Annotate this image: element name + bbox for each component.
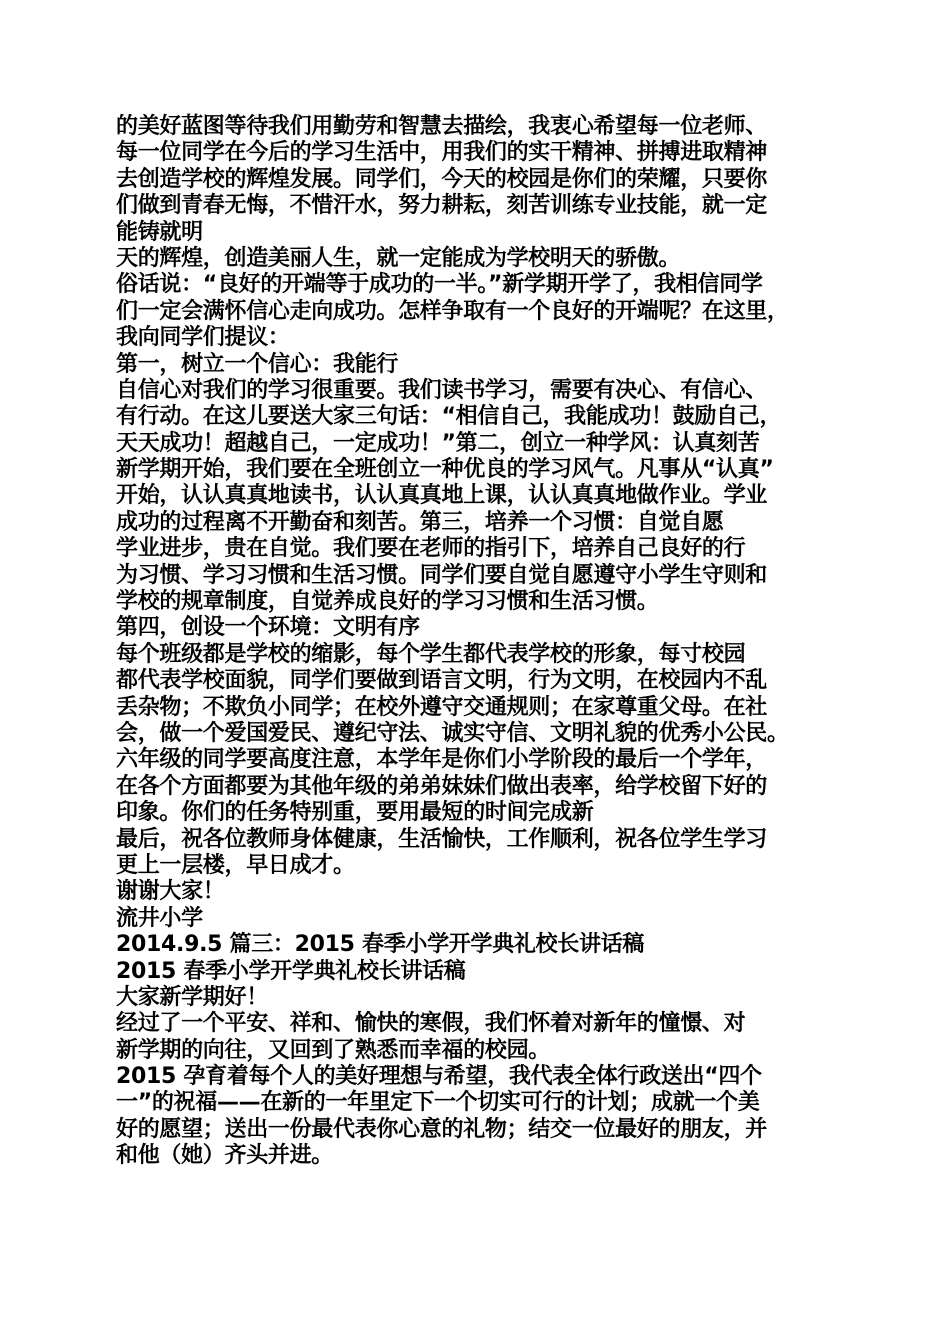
text-line: 都代表学校面貌，同学们要做到语言文明，行为文明，在校园内不乱 bbox=[116, 668, 768, 694]
text-line: 更上一层楼，早日成才。 bbox=[116, 852, 355, 878]
text-line: 我向同学们提议： bbox=[116, 325, 290, 351]
text-line: 新学期开始，我们要在全班创立一种优良的学习风气。凡事从“认真” bbox=[116, 457, 774, 483]
text-line: 能铸就明 bbox=[116, 219, 203, 245]
text-line: 经过了一个平安、祥和、愉快的寒假，我们怀着对新年的憧憬、对 bbox=[116, 1011, 746, 1037]
section-heading: 第四，创设一个环境：文明有序 bbox=[116, 615, 420, 641]
text-line: 天天成功！超越自己，一定成功！”第二，创立一种学风：认真刻苦 bbox=[116, 430, 760, 456]
text-line: 为习惯、学习习惯和生活习惯。同学们要自觉自愿遵守小学生守则和 bbox=[116, 562, 768, 588]
text-line: 好的愿望；送出一份最代表你心意的礼物；结交一位最好的朋友，并 bbox=[116, 1116, 768, 1142]
text-line: 新学期的向往，又回到了熟悉而幸福的校园。 bbox=[116, 1037, 551, 1063]
text-line: 俗话说：“良好的开端等于成功的一半。”新学期开学了，我相信同学 bbox=[116, 272, 763, 298]
text-line: 的美好蓝图等待我们用勤劳和智慧去描绘，我衷心希望每一位老师、 bbox=[116, 114, 768, 139]
closing-thanks: 谢谢大家！ bbox=[116, 879, 225, 905]
text-line: 学业进步，贵在自觉。我们要在老师的指引下，培养自己良好的行 bbox=[116, 536, 746, 562]
text-line: 学校的规章制度，自觉养成良好的学习习惯和生活习惯。 bbox=[116, 589, 659, 615]
text-line: 一”的祝福——在新的一年里定下一个切实可行的计划；成就一个美 bbox=[116, 1090, 760, 1116]
text-line: 有行动。在这儿要送大家三句话：“相信自己，我能成功！鼓励自己， bbox=[116, 404, 782, 430]
text-line: 去创造学校的辉煌发展。同学们，今天的校园是你们的荣耀，只要你 bbox=[116, 166, 768, 192]
document-body bbox=[116, 114, 856, 1170]
text-line: 天的辉煌，创造美丽人生，就一定能成为学校明天的骄傲。 bbox=[116, 245, 681, 271]
text-line: 每个班级都是学校的缩影，每个学生都代表学校的形象，每寸校园 bbox=[116, 641, 746, 667]
text-line: 最后，祝各位教师身体健康，生活愉快，工作顺利，祝各位学生学习 bbox=[116, 826, 768, 852]
text-line: 丢杂物；不欺负小同学；在校外遵守交通规则；在家尊重父母。在社 bbox=[116, 694, 768, 720]
article-title: 2015 春季小学开学典礼校长讲话稿 bbox=[116, 958, 466, 984]
text-line: 开始，认认真真地读书，认认真真地上课，认认真真地做作业。学业 bbox=[116, 483, 768, 509]
text-line: 们做到青春无悔，不惜汗水，努力耕耘，刻苦训练专业技能，就一定 bbox=[116, 193, 768, 219]
section-heading: 第一，树立一个信心：我能行 bbox=[116, 351, 399, 377]
text-line: 会，做一个爱国爱民、遵纪守法、诚实守信、文明礼貌的优秀小公民。 bbox=[116, 720, 789, 746]
text-line: 和他（她）齐头并进。 bbox=[116, 1143, 334, 1169]
text-line: 们一定会满怀信心走向成功。怎样争取有一个良好的开端呢？在这里， bbox=[116, 298, 789, 324]
text-line: 在各个方面都要为其他年级的弟弟妹妹们做出表率，给学校留下好的 bbox=[116, 773, 768, 799]
greeting: 大家新学期好！ bbox=[116, 984, 268, 1010]
date-and-article-title: 2014.9.5 篇三：2015 春季小学开学典礼校长讲话稿 bbox=[116, 932, 645, 958]
text-line: 自信心对我们的学习很重要。我们读书学习，需要有决心、有信心、 bbox=[116, 377, 768, 403]
school-signature: 流井小学 bbox=[116, 905, 203, 931]
text-line: 2015 孕育着每个人的美好理想与希望，我代表全体行政送出“四个 bbox=[116, 1064, 762, 1090]
text-line: 六年级的同学要高度注意，本学年是你们小学阶段的最后一个学年， bbox=[116, 747, 768, 773]
text-line: 成功的过程离不开勤奋和刻苦。第三，培养一个习惯：自觉自愿 bbox=[116, 509, 724, 535]
text-line: 每一位同学在今后的学习生活中，用我们的实干精神、拼搏进取精神 bbox=[116, 140, 768, 166]
text-line: 印象。你们的任务特别重，要用最短的时间完成新 bbox=[116, 800, 594, 826]
